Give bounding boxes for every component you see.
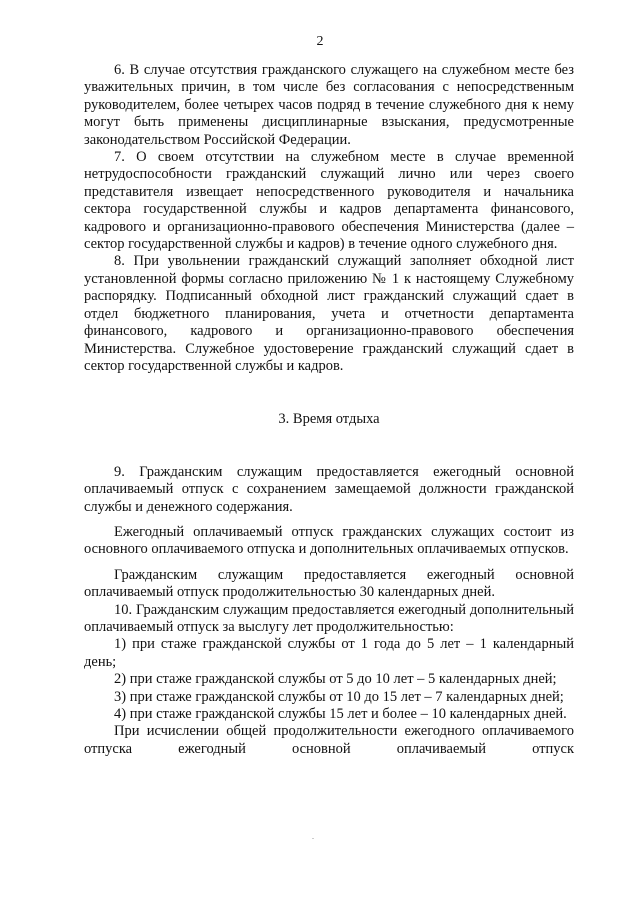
- paragraph-10: 10. Гражданским служащим предоставляется ежегодный дополнительный оплачиваемый отпуск за выслугу лет продолжительностью:: [84, 601, 574, 635]
- paragraph-8: 8. При увольнении гражданский служащий заполняет обходной лист установленной формы согласно приложению № 1 к настоящему Служебному распорядку. Подписанный обходной лист гражданский служащий сдает в отдел бюджетного планирования, учета и отчетности департамента финансового, кадрового и организационно-правового обеспечения Министерства. Служебное удостоверение гражданский служащий сдает в сектор государственной службы и кадров.: [84, 253, 574, 374]
- list-item-1: 1) при стаже гражданской службы от 1 года до 5 лет – 1 календарный день;: [84, 636, 574, 670]
- list-item-2: 2) при стаже гражданской службы от 5 до 10 лет – 5 календарных дней;: [114, 671, 557, 688]
- document-body: [84, 62, 574, 758]
- section-heading: 3. Время отдыха: [278, 411, 380, 428]
- page-number: 2: [316, 34, 324, 49]
- paragraph-6: 6. В случае отсутствия гражданского служащего на служебном месте без уважительных причин, в том числе без согласования с непосредственным руководителем, более четырех часов подряд в течение служебного дня к нему могут быть применены дисциплинарные взыскания, предусмотренные законодательством Российской Федерации.: [84, 62, 574, 148]
- paragraph-continuation: При исчислении общей продолжительности ежегодного оплачиваемого отпуска ежегодный основной оплачиваемый отпуск: [84, 723, 574, 757]
- scan-mark: [312, 838, 314, 839]
- list-item-4: 4) при стаже гражданской службы 15 лет и более – 10 календарных дней.: [114, 706, 567, 722]
- list-item-3: 3) при стаже гражданской службы от 10 до 15 лет – 7 календарных дней;: [114, 688, 564, 705]
- paragraph-9: 9. Гражданским служащим предоставляется ежегодный основной оплачиваемый отпуск с сохранением замещаемой должности гражданской службы и денежного содержания.: [84, 463, 574, 515]
- paragraph-vacation-composition: Ежегодный оплачиваемый отпуск гражданских служащих состоит из основного оплачиваемого отпуска и дополнительных оплачиваемых отпусков.: [84, 523, 574, 558]
- paragraph-7: 7. О своем отсутствии на служебном месте в случае временной нетрудоспособности гражданский служащий лично или через своего представителя извещает непосредственного руководителя и начальника сектора государственной службы и кадров департамента финансового, кадрового и организационно-правового обеспечения Министерства (далее – сектор государственной службы и кадров) в течение одного служебного дня.: [84, 149, 574, 253]
- paragraph-vacation-duration: Гражданским служащим предоставляется ежегодный основной оплачиваемый отпуск продолжительностью 30 календарных дней.: [84, 566, 574, 601]
